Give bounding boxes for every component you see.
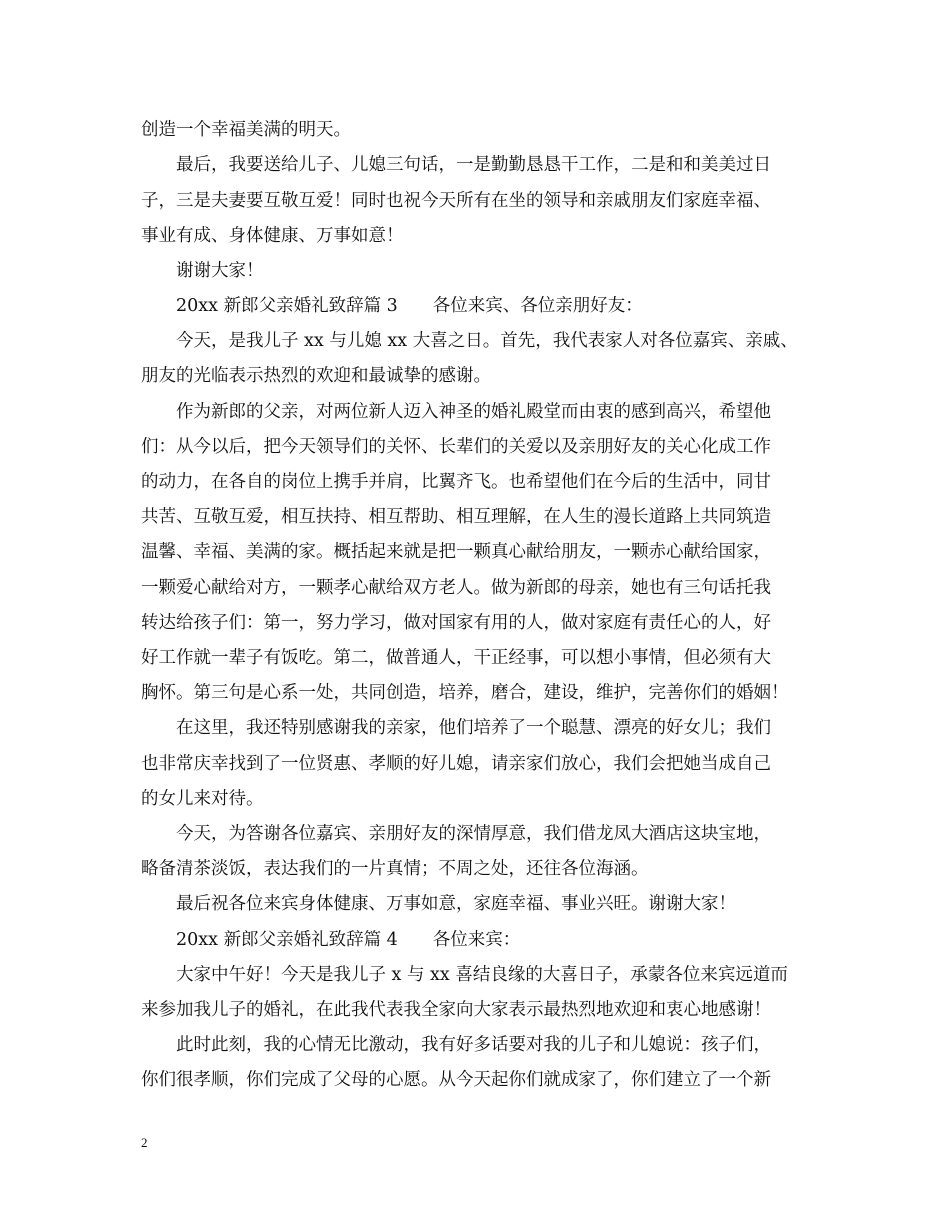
text-line: 在这里，我还特别感谢我的亲家，他们培养了一个聪慧、漂亮的好女儿；我们 bbox=[176, 718, 771, 738]
text-line: 此时此刻，我的心情无比激动，我有好多话要对我的儿子和儿媳说：孩子们， bbox=[176, 1035, 771, 1055]
text-line: 一颗爱心献给对方，一颗孝心献给双方老人。做为新郎的母亲，她也有三句话托我 bbox=[141, 578, 771, 598]
text-line: 最后祝各位来宾身体健康、万事如意，家庭幸福、事业兴旺。谢谢大家！ bbox=[176, 894, 736, 914]
text-line: 的女儿来对待。 bbox=[141, 789, 264, 809]
text-line: 今天，为答谢各位嘉宾、亲朋好友的深情厚意，我们借龙凤大酒店这块宝地， bbox=[176, 824, 771, 844]
text-line: 胸怀。第三句是心系一处，共同创造，培养，磨合，建设，维护，完善你们的婚姻！ bbox=[141, 683, 789, 703]
text-line: 朋友的光临表示热烈的欢迎和最诚挚的感谢。 bbox=[141, 366, 491, 386]
text-line: 好工作就一辈子有饭吃。第二，做普通人，干正经事，可以想小事情，但必须有大 bbox=[141, 648, 771, 668]
text-line: 你们很孝顺，你们完成了父母的心愿。从今天起你们就成家了，你们建立了一个新 bbox=[141, 1070, 771, 1090]
section-heading: 20xx 新郎父亲婚礼致辞篇 3 各位来宾、各位亲朋好友： bbox=[176, 296, 643, 316]
text-line: 最后，我要送给儿子、儿媳三句话，一是勤勤恳恳干工作，二是和和美美过日 bbox=[176, 155, 771, 175]
text-line: 谢谢大家！ bbox=[176, 261, 264, 281]
text-line: 子，三是夫妻要互敬互爱！同时也祝今天所有在坐的领导和亲戚朋友们家庭幸福、 bbox=[141, 191, 771, 211]
text-line: 温馨、幸福、美满的家。概括起来就是把一颗真心献给朋友，一颗赤心献给国家， bbox=[141, 542, 771, 562]
text-line: 今天，是我儿子 xx 与儿媳 xx 大喜之日。首先，我代表家人对各位嘉宾、亲戚、 bbox=[176, 331, 798, 351]
text-line: 略备清茶淡饭，表达我们的一片真情；不周之处，还往各位海涵。 bbox=[141, 859, 649, 879]
section-heading: 20xx 新郎父亲婚礼致辞篇 4 各位来宾： bbox=[176, 930, 521, 950]
text-line: 转达给孩子们：第一，努力学习，做对国家有用的人，做对家庭有责任心的人，好 bbox=[141, 613, 771, 633]
text-line: 创造一个幸福美满的明天。 bbox=[141, 120, 351, 140]
text-line: 来参加我儿子的婚礼，在此我代表我全家向大家表示最热烈地欢迎和衷心地感谢！ bbox=[141, 1000, 771, 1020]
page-number: 2 bbox=[141, 1135, 148, 1150]
text-line: 们：从今以后，把今天领导们的关怀、长辈们的关爱以及亲朋好友的关心化成工作 bbox=[141, 437, 771, 457]
text-line: 作为新郎的父亲，对两位新人迈入神圣的婚礼殿堂而由衷的感到高兴，希望他 bbox=[176, 402, 771, 422]
text-line: 的动力，在各自的岗位上携手并肩，比翼齐飞。也希望他们在今后的生活中，同甘 bbox=[141, 472, 771, 492]
text-line: 共苦、互敬互爱，相互扶持、相互帮助、相互理解，在人生的漫长道路上共同筑造 bbox=[141, 507, 771, 527]
text-line: 事业有成、身体健康、万事如意！ bbox=[141, 226, 404, 246]
text-line: 大家中午好！今天是我儿子 x 与 xx 喜结良缘的大喜日子，承蒙各位来宾远道而 bbox=[176, 965, 788, 985]
text-line: 也非常庆幸找到了一位贤惠、孝顺的好儿媳，请亲家们放心，我们会把她当成自己 bbox=[141, 754, 771, 774]
